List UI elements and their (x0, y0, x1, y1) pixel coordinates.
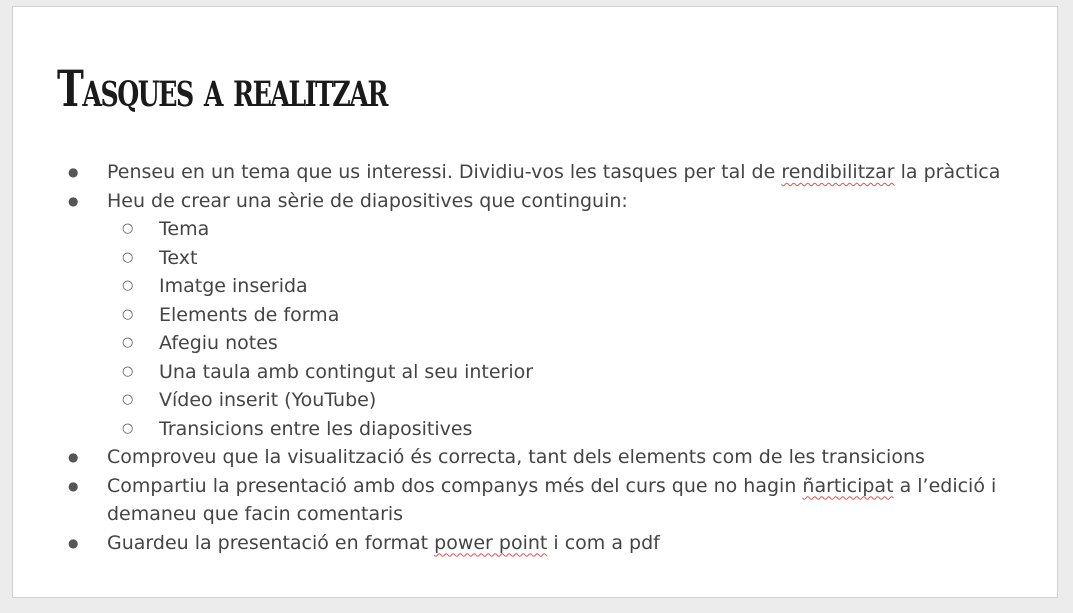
list-item (13, 529, 1059, 558)
list-item (13, 158, 1059, 187)
sub-list-item-text: Imatge inserida (159, 275, 308, 297)
list-item-text: i com a pdf (547, 531, 660, 554)
hollow-bullet-icon: ○ (122, 420, 134, 436)
hollow-bullet-icon: ○ (122, 363, 134, 379)
bullet-icon: ● (68, 478, 79, 493)
sub-list-item (13, 329, 1059, 358)
sub-list-item (13, 386, 1059, 415)
spellcheck-flagged-word[interactable]: ñarticipat (802, 474, 894, 497)
list-item (13, 443, 1059, 472)
spellcheck-flagged-word[interactable]: power point (434, 531, 548, 554)
hollow-bullet-icon: ○ (122, 278, 134, 293)
list-item (13, 187, 1059, 216)
sub-list-item (13, 244, 1059, 273)
hollow-bullet-icon: ○ (122, 249, 134, 265)
slide-title: Tasques a realitzar (57, 59, 387, 118)
list-item-text: Penseu en un tema que us interessi. Dividiu-vos les tasques per tal de (107, 161, 782, 183)
bullet-list (13, 158, 1059, 557)
list-item-text: la pràctica (894, 161, 1001, 183)
sub-list-item (13, 301, 1059, 330)
hollow-bullet-icon: ○ (122, 221, 134, 236)
hollow-bullet-icon: ○ (122, 306, 134, 322)
sub-list-item-text: Afegiu notes (159, 332, 278, 354)
sub-list-item-text: Una taula amb contingut al seu interior (159, 360, 534, 383)
bullet-icon: ● (68, 193, 79, 208)
hollow-bullet-icon: ○ (122, 335, 134, 350)
sub-list-item-text: Elements de forma (159, 303, 340, 326)
hollow-bullet-icon: ○ (122, 392, 134, 407)
slide-canvas[interactable] (12, 6, 1058, 598)
sub-list-item-text: Tema (159, 218, 210, 240)
sub-list-item (13, 415, 1059, 444)
sub-list-item-text: Text (159, 246, 198, 269)
sub-list-item (13, 272, 1059, 301)
list-item-text: Compartiu la presentació amb dos companys més del curs que no hagin (107, 474, 803, 497)
sub-list-item (13, 358, 1059, 387)
list-item-text: a l’edició i demaneu que facin comentaris (107, 474, 997, 525)
list-item-text: Comproveu que la visualització és correcta, tant dels elements com de les transicions (107, 446, 925, 468)
bullet-icon: ● (68, 535, 79, 550)
bullet-icon: ● (68, 165, 79, 179)
list-item-text: Heu de crear una sèrie de diapositives que continguin: (107, 189, 628, 212)
list-item (13, 472, 1059, 529)
sub-list-item-text: Transicions entre les diapositives (159, 417, 473, 440)
sub-list-item (13, 215, 1059, 244)
sub-list-item-text: Vídeo inserit (YouTube) (159, 389, 377, 411)
spellcheck-flagged-word[interactable]: rendibilitzar (781, 161, 895, 183)
bullet-icon: ● (68, 450, 79, 464)
list-item-text: Guardeu la presentació en format (107, 531, 435, 554)
